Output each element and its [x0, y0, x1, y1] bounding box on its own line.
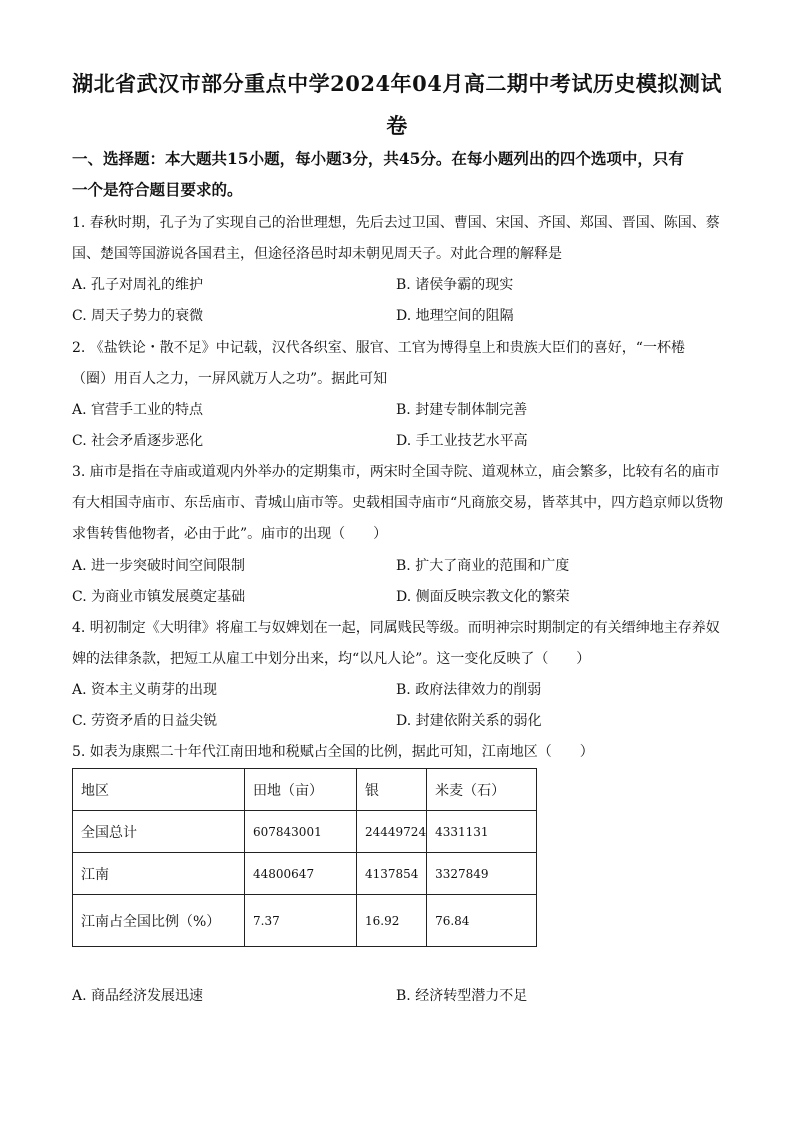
table-cell: 44800647 — [245, 853, 357, 895]
table-cell: 江南 — [73, 853, 245, 895]
table-cell: 16.92 — [357, 895, 427, 947]
table-header-row — [73, 769, 537, 811]
data-table — [72, 768, 537, 947]
question-2-stem-line-2: （圈）用百人之力，一屏风就万人之功”。据此可知 — [72, 371, 388, 387]
question-4-option-c: C. 劳资矛盾的日益尖锐 — [72, 713, 218, 729]
table-cell: 76.84 — [427, 895, 537, 947]
table-cell: 江南占全国比例（%） — [73, 895, 245, 947]
table-row — [73, 895, 537, 947]
question-3-stem-line-3: 求售转售他物者，必由于此”。庙市的出现（ ） — [72, 526, 388, 542]
question-2-option-c: C. 社会矛盾逐步恶化 — [72, 433, 204, 449]
question-1-option-a: A. 孔子对周礼的维护 — [72, 277, 204, 293]
table-header-cell: 米麦（石） — [427, 769, 537, 811]
question-1-option-c: C. 周天子势力的衰微 — [72, 308, 204, 324]
section-heading-line-2: 一个是符合题目要求的。 — [72, 180, 243, 199]
question-3-stem-line-2: 有大相国寺庙市、东岳庙市、青城山庙市等。史载相国寺庙市“凡商旅交易，皆萃其中，四方趋京师以货物 — [72, 495, 724, 511]
question-3-option-b: B. 扩大了商业的范围和广度 — [396, 558, 570, 574]
table-header-cell: 地区 — [73, 769, 245, 811]
question-3-option-c: C. 为商业市镇发展奠定基础 — [72, 589, 246, 605]
table-row — [73, 853, 537, 895]
table-cell: 24449724 — [357, 811, 427, 853]
question-2-option-d: D. 手工业技艺水平高 — [396, 433, 528, 449]
table-cell: 3327849 — [427, 853, 537, 895]
question-3-stem-line-1: 3. 庙市是指在寺庙或道观内外举办的定期集市，两宋时全国寺院、道观林立，庙会繁多，比较有名的庙市 — [72, 464, 720, 480]
question-5-option-a: A. 商品经济发展迅速 — [72, 988, 204, 1004]
question-2-option-b: B. 封建专制体制完善 — [396, 402, 528, 418]
table-cell: 4331131 — [427, 811, 537, 853]
question-2-stem-line-1: 2. 《盐铁论・散不足》中记载，汉代各织室、服官、工官为博得皇上和贵族大臣们的喜好，“一杯棬 — [72, 340, 685, 356]
question-1-option-b: B. 诸侯争霸的现实 — [396, 277, 514, 293]
question-5-stem-line-1: 5. 如表为康熙二十年代江南田地和税赋占全国的比例，据此可知，江南地区（ ） — [72, 744, 594, 760]
question-1-stem-line-1: 1. 春秋时期，孔子为了实现自己的治世理想，先后去过卫国、曹国、宋国、齐国、郑国、晋国、陈国、蔡 — [72, 215, 720, 231]
exam-title-line-2: 卷 — [386, 113, 408, 138]
question-4-option-d: D. 封建依附关系的弱化 — [396, 713, 542, 729]
question-1-option-d: D. 地理空间的阻隔 — [396, 308, 514, 324]
table-cell: 7.37 — [245, 895, 357, 947]
question-4-stem-line-2: 婢的法律条款，把短工从雇工中划分出来，均“以凡人论”。这一变化反映了（ ） — [72, 651, 591, 667]
question-4-option-b: B. 政府法律效力的削弱 — [396, 682, 542, 698]
table-row — [73, 811, 537, 853]
table-cell: 全国总计 — [73, 811, 245, 853]
table-cell: 4137854 — [357, 853, 427, 895]
exam-title-line-1: 湖北省武汉市部分重点中学2024年04月高二期中考试历史模拟测试 — [72, 71, 722, 96]
table-header-cell: 田地（亩） — [245, 769, 357, 811]
question-5-option-b: B. 经济转型潜力不足 — [396, 988, 528, 1004]
question-3-option-a: A. 进一步突破时间空间限制 — [72, 558, 246, 574]
section-heading-line-1: 一、选择题：本大题共15小题，每小题3分，共45分。在每小题列出的四个选项中，只有 — [72, 149, 684, 168]
table-header-cell: 银 — [357, 769, 427, 811]
question-2-option-a: A. 官营手工业的特点 — [72, 402, 204, 418]
question-3-option-d: D. 侧面反映宗教文化的繁荣 — [396, 589, 570, 605]
question-1-stem-line-2: 国、楚国等国游说各国君主，但途径洛邑时却未朝见周天子。对此合理的解释是 — [72, 246, 562, 262]
question-4-stem-line-1: 4. 明初制定《大明律》将雇工与奴婢划在一起，同属贱民等级。而明神宗时期制定的有关缙绅地主存养奴 — [72, 620, 720, 636]
question-4-option-a: A. 资本主义萌芽的出现 — [72, 682, 218, 698]
table-cell: 607843001 — [245, 811, 357, 853]
